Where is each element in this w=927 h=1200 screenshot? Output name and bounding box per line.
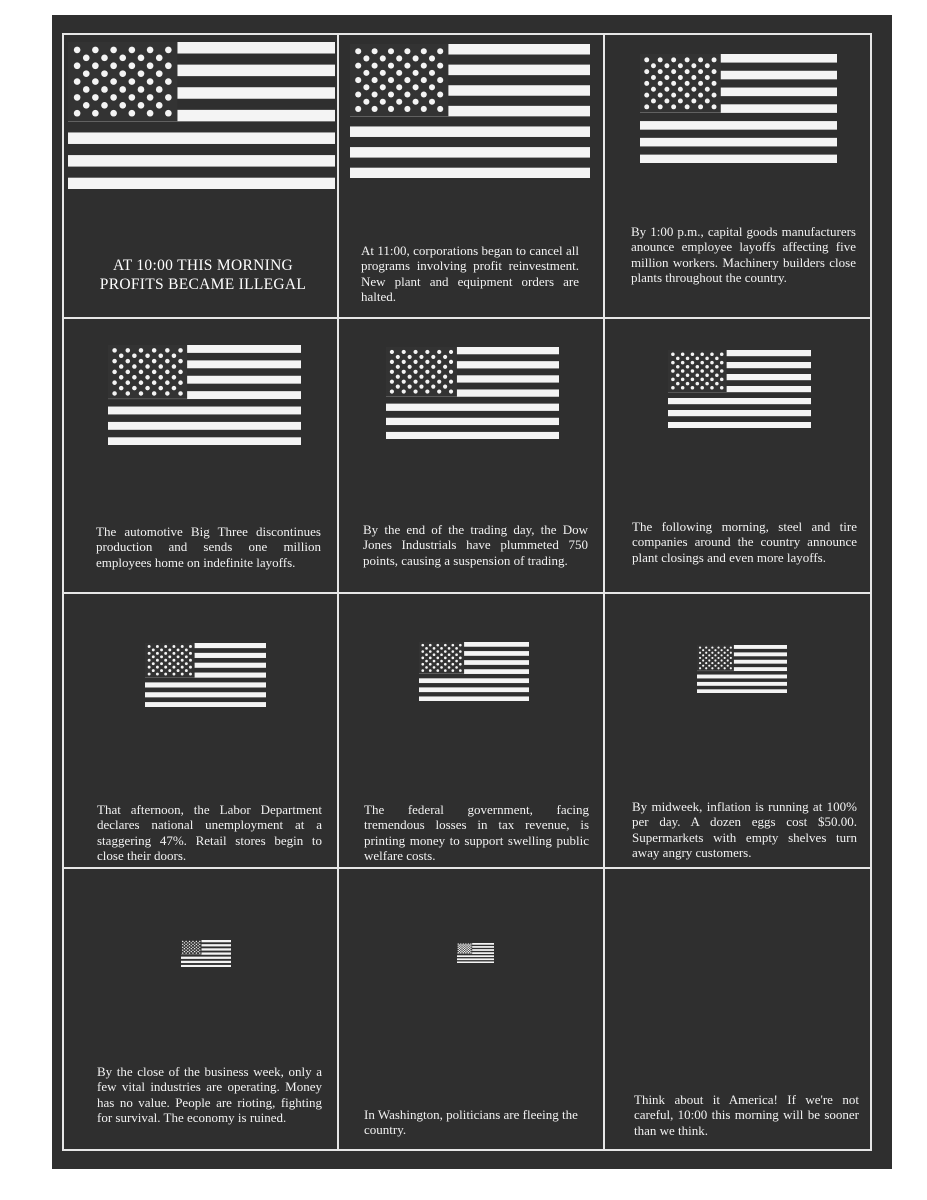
panel-caption: By 1:00 p.m., capital goods manufacturers anounce employee layoffs affecting five million workers. Machinery builders close plants throughout the country. [631,224,856,286]
closing-message: Think about it America! If we're not careful, 10:00 this morning will be sooner than we think. [634,1092,859,1138]
headline: AT 10:00 THIS MORNING PROFITS BECAME ILLEGAL [99,257,307,293]
panel-caption: At 11:00, corporations began to cancel all programs involving profit reinvestment. New plant and equipment orders are halted. [361,243,579,305]
panel-caption: The federal government, facing tremendous losses in tax revenue, is printing money to support swelling public welfare costs. [364,802,589,864]
grid-divider [62,867,872,869]
us-flag-icon [457,943,494,963]
panel-caption: By the close of the business week, only a few vital industries are operating. Money has no value. People are rioting, fighting for survival. The economy is ruined. [97,1064,322,1126]
panel-caption: By the end of the trading day, the Dow Jones Industrials have plummeted 750 points, causing a suspension of trading. [363,522,588,568]
panel-caption: By midweek, inflation is running at 100% per day. A dozen eggs cost $50.00. Supermarkets with empty shelves turn away angry customers. [632,799,857,861]
us-flag-icon [181,940,231,967]
panel-caption: In Washington, politicians are fleeing the country. [364,1107,578,1138]
us-flag-icon [668,350,811,428]
us-flag-icon [419,642,529,701]
us-flag-icon [108,345,301,445]
us-flag-icon [350,44,590,178]
us-flag-icon [145,643,266,707]
grid-divider [62,592,872,594]
us-flag-icon [640,54,837,163]
panel-caption: The automotive Big Three discontinues production and sends one million employees home on indefinite layoffs. [96,524,321,570]
panel-caption: That afternoon, the Labor Department declares national unemployment at a staggering 47%. Retail stores begin to close their doors. [97,802,322,864]
us-flag-icon [697,645,787,693]
panel-caption: The following morning, steel and tire companies around the country announce plant closings and even more layoffs. [632,519,857,565]
grid-divider [62,317,872,319]
us-flag-icon [68,42,335,189]
us-flag-icon [386,347,559,439]
